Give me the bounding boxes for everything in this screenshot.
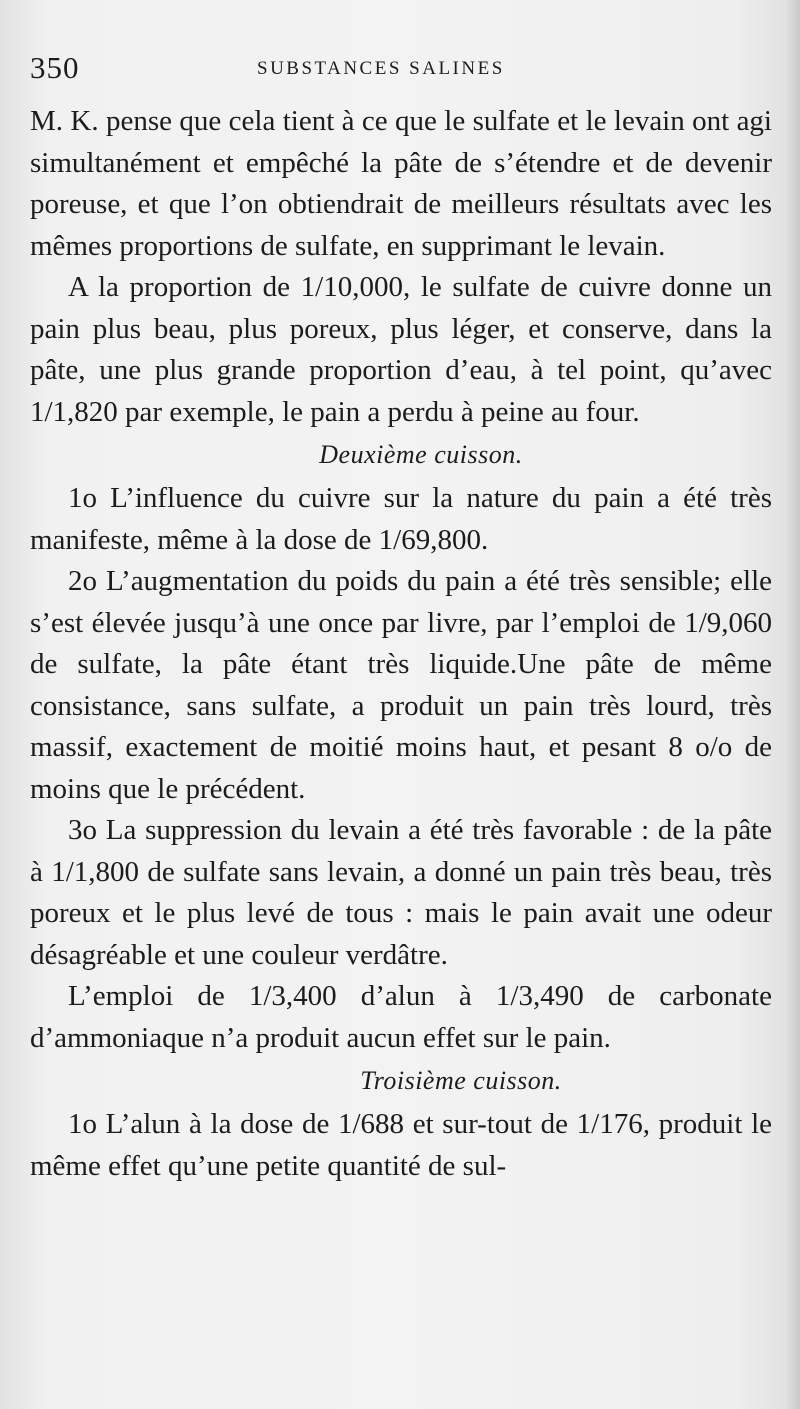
section-heading-troisieme-cuisson: Troisième cuisson. <box>360 1066 562 1095</box>
page-header <box>30 50 770 90</box>
page-edge-shadow <box>786 0 800 1409</box>
paragraph-4: 2o L’augmentation du poids du pain a été très sensible; elle s’est élevée jusqu’à une once par livre, par l’emploi de 1/9,060 de sulfate, la pâte étant très liquide.Une pâte de même consistance, sans sulfate, a produit un pain très lourd, très massif, exactement de moitié moins haut, et pesant 8 o/o de moins que le précédent. <box>30 565 772 805</box>
paragraph-2: A la proportion de 1/10,000, le sulfate de cuivre donne un pain plus beau, plus poreux, plus léger, et conserve, dans la pâte, une plus grande proportion d’eau, à tel point, qu’avec 1/1,820 par exemple, le pain a perdu à peine au four. <box>30 271 772 428</box>
paragraph-5: 3o La suppression du levain a été très favorable : de la pâte à 1/1,800 de sulfate sans levain, a donné un pain très beau, très poreux et le plus levé de tous : mais le pain avait une odeur désagréable et une couleur verdâtre. <box>30 814 772 971</box>
paragraph-7: 1o L’alun à la dose de 1/688 et sur-tout de 1/176, produit le même effet qu’une petite quantité de sul- <box>30 1108 772 1182</box>
body-text <box>30 101 772 1187</box>
paragraph-1: M. K. pense que cela tient à ce que le sulfate et le levain ont agi simultanément et empêché la pâte de s’étendre et de devenir poreuse, et que l’on obtiendrait de meilleurs résultats avec les mêmes proportions de sulfate, en supprimant le levain. <box>30 105 772 262</box>
paragraph-6: L’emploi de 1/3,400 d’alun à 1/3,490 de carbonate d’ammoniaque n’a produit aucun effet sur le pain. <box>30 980 772 1054</box>
running-title: SUBSTANCES SALINES <box>257 58 505 79</box>
section-heading-deuxieme-cuisson: Deuxième cuisson. <box>319 440 523 469</box>
paragraph-3: 1o L’influence du cuivre sur la nature du pain a été très manifeste, même à la dose de 1/69,800. <box>30 482 772 556</box>
page-number: 350 <box>30 50 80 85</box>
